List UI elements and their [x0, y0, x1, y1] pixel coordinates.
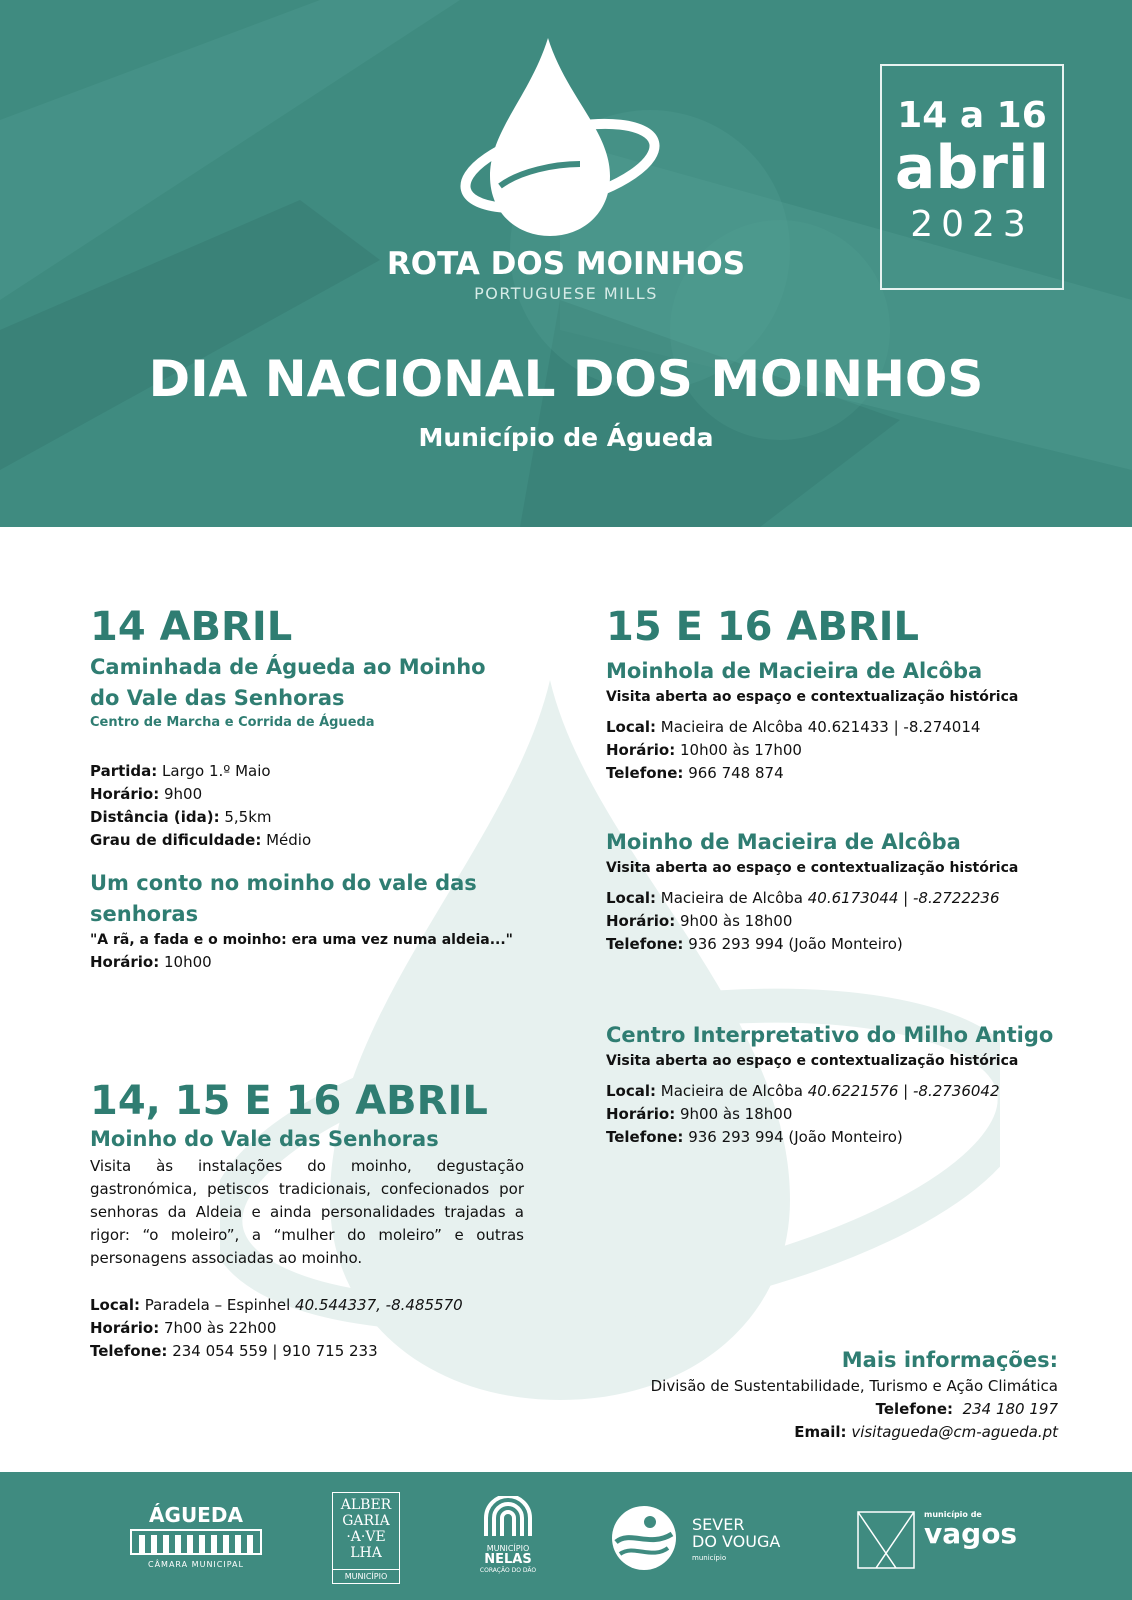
date-heading: 14, 15 E 16 ABRIL [90, 1078, 488, 1124]
more-info [651, 1345, 1058, 1444]
page-subtitle: Município de Águeda [418, 423, 714, 452]
date-heading: 14 ABRIL [90, 604, 293, 650]
visit-note: Visita aberta ao espaço e contextualização histórica [606, 689, 1019, 705]
detail-row: Partida: Largo 1.º Maio [90, 762, 271, 780]
detail-row: Distância (ida): 5,5km [90, 808, 272, 826]
date-month: abril [894, 133, 1050, 203]
left-block-14-abril [90, 604, 530, 974]
detail-row: Horário: 9h00 [90, 785, 203, 803]
event-title-line2: do Vale das Senhoras [90, 686, 345, 710]
nelas-emblem-icon [480, 1496, 536, 1540]
event-description: Visita às instalações do moinho, degustação gastronómica, petiscos tradicionais, confecionados por senhoras da Aldeia e ainda personalidades trajadas a rigor: “o moleiro”, a “mulher do moleiro” e outras personagens associadas ao moinho. [90, 1157, 524, 1267]
svg-text:ALBER: ALBER [340, 1497, 392, 1513]
right-block-15-16-abril [606, 604, 1066, 1149]
place-item: Moinhola de Macieira de Alcôba Visita aberta ao espaço e contextualização histórica Local: Macieira de Alcôba 40.621433 | -8.274014 Horário: 10h00 às 17h00 Telefone: 966 748 874 [606, 656, 1066, 785]
place-item: Centro Interpretativo do Milho Antigo Visita aberta ao espaço e contextualização histórica Local: Macieira de Alcôba 40.6221576 | -8.2736042 Horário: 9h00 às 18h00 Telefone: 936 293 994 (João Monteiro) [606, 1020, 1066, 1149]
building-icon [129, 1526, 263, 1556]
place-name: Centro Interpretativo do Milho Antigo [606, 1023, 1054, 1047]
event-title [90, 652, 530, 714]
svg-text:·A·VE: ·A·VE [346, 1529, 386, 1545]
story-time: Horário: 10h00 [90, 953, 212, 971]
page-title: DIA NACIONAL DOS MOINHOS [148, 350, 984, 408]
partner-logos-footer: ÁGUEDA CÂMARA MUNICIPAL ALBER GARIA ·A·VE LHA MUNICÍPIO MUNICÍPIO NELAS CORAÇÃO DO DÃO SEVER DO VOUGA município município de vagos [0, 1472, 1132, 1600]
email-link[interactable]: visitagueda@cm-agueda.pt [851, 1423, 1058, 1441]
place-item: Moinho de Macieira de Alcôba Visita aberta ao espaço e contextualização histórica Local: Macieira de Alcôba 40.6173044 | -8.2722236 Horário: 9h00 às 18h00 Telefone: 936 293 994 (João Monteiro) [606, 827, 1066, 956]
nelas-logo: MUNICÍPIO NELAS CORAÇÃO DO DÃO [476, 1496, 540, 1574]
svg-text:GARIA: GARIA [342, 1513, 390, 1529]
organizer: Centro de Marcha e Corrida de Águeda [90, 715, 375, 730]
event-details: Local: Paradela – Espinhel 40.544337, -8.485570 Horário: 7h00 às 22h00 Telefone: 234 054 559 | 910 715 233 [90, 1296, 463, 1360]
place-name: Moinho de Macieira de Alcôba [606, 830, 961, 854]
albergaria-wordmark-icon [334, 1493, 398, 1565]
story-quote: "A rã, a fada e o moinho: era uma vez numa aldeia..." [90, 932, 513, 948]
event-title: Moinho do Vale das Senhoras [90, 1127, 439, 1151]
left-block-14-15-16-abril [90, 1078, 524, 1363]
visit-note: Visita aberta ao espaço e contextualização histórica [606, 1053, 1019, 1069]
sever-emblem-icon [610, 1504, 678, 1572]
date-days: 14 a 16 [897, 95, 1047, 136]
visit-note: Visita aberta ao espaço e contextualização histórica [606, 860, 1019, 876]
more-info-title: Mais informações: [841, 1348, 1058, 1372]
walk-details [90, 760, 530, 852]
story-event-title: Um conto no moinho do vale das senhoras [90, 871, 477, 926]
agueda-logo: ÁGUEDA CÂMARA MUNICIPAL [126, 1504, 266, 1569]
date-heading: 15 E 16 ABRIL [606, 604, 920, 650]
albergaria-logo: ALBER GARIA ·A·VE LHA MUNICÍPIO [332, 1492, 400, 1584]
division-name: Divisão de Sustentabilidade, Turismo e Ação Climática [650, 1377, 1058, 1395]
header-banner [0, 0, 1132, 527]
event-title-line1: Caminhada de Águeda ao Moinho [90, 655, 486, 679]
contact-phone: Telefone: 234 180 197 [875, 1400, 1058, 1418]
brand-subtitle: PORTUGUESE MILLS [474, 284, 658, 303]
svg-text:LHA: LHA [350, 1545, 382, 1561]
brand-title: ROTA DOS MOINHOS [386, 246, 746, 282]
date-year: 2023 [910, 204, 1034, 245]
vagos-emblem-icon [856, 1510, 916, 1570]
contact-email: Email: visitagueda@cm-agueda.pt [794, 1423, 1058, 1441]
water-drop-logo-icon [460, 36, 670, 236]
date-box [880, 64, 1064, 290]
place-name: Moinhola de Macieira de Alcôba [606, 659, 983, 683]
detail-row: Grau de dificuldade: Médio [90, 831, 312, 849]
